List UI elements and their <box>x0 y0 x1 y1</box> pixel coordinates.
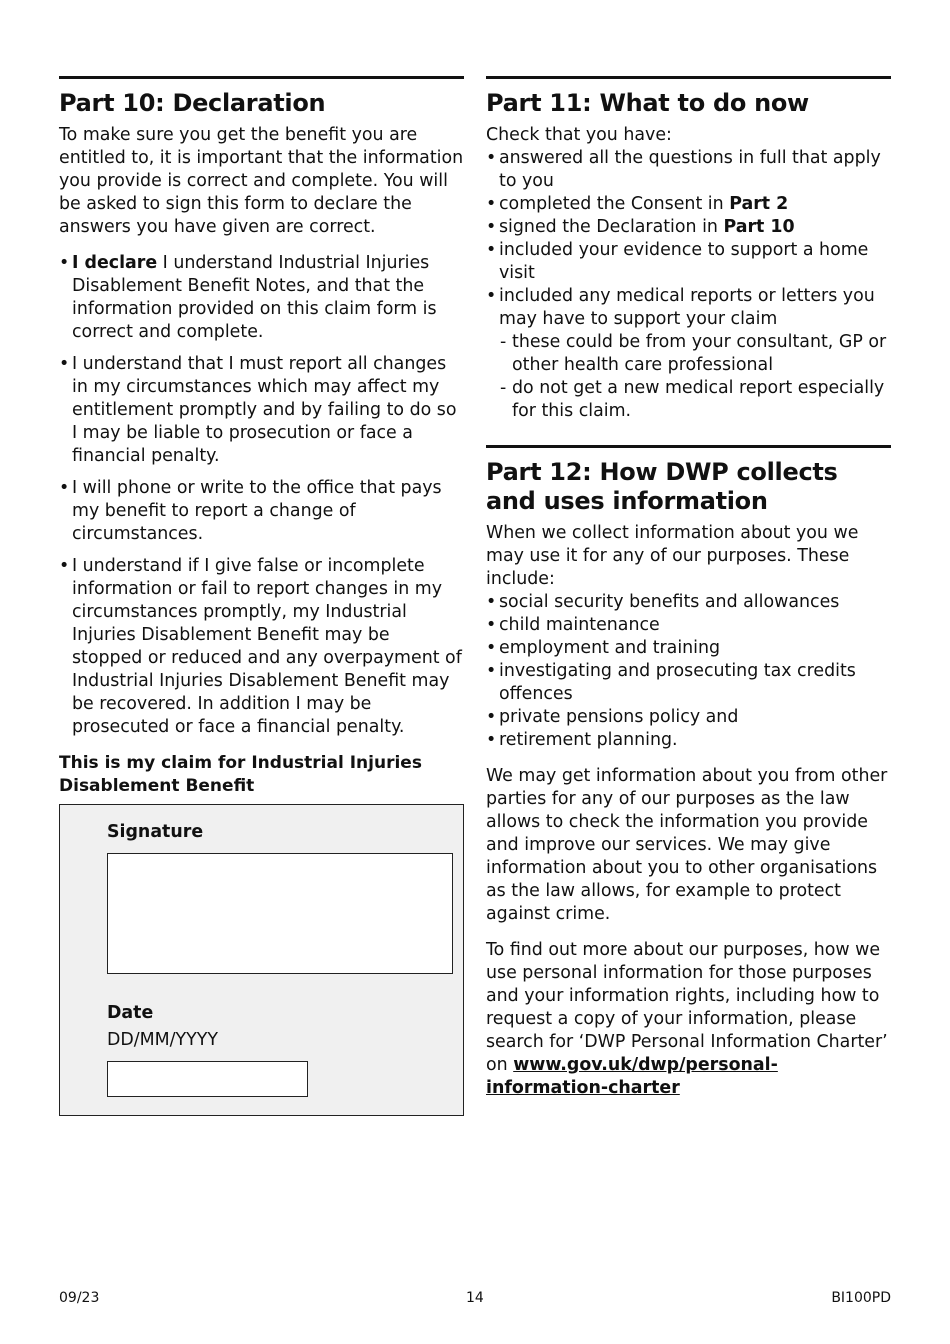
part12-heading: Part 12: How DWP collects and uses information <box>486 458 838 515</box>
part10-intro: To make sure you get the benefit you are entitled to, it is important that the information you provide is correct and complete. You will be asked to sign this form to declare the answers you have given are correct. <box>59 125 464 237</box>
checklist-item: • answered all the questions in full that apply to you <box>486 147 891 193</box>
part11-heading: Part 11: What to do now <box>486 89 809 117</box>
part-reference: Part 10 <box>723 217 795 237</box>
part12-intro: When we collect information about you we may use it for any of our purposes. These include: <box>486 523 859 589</box>
signature-label: Signature <box>107 822 204 842</box>
declaration-bullet <box>59 252 464 344</box>
purpose-item: • retirement planning. <box>486 729 891 752</box>
purpose-item: • child maintenance <box>486 614 891 637</box>
part10-heading: Part 10: Declaration <box>59 89 326 117</box>
charter-link[interactable]: www.gov.uk/dwp/personal-information-charter <box>486 1055 778 1098</box>
declaration-bullet: • I understand if I give false or incomplete information or fail to report changes in my circumstances promptly, my Industrial Injuries Disablement Benefit may be stopped or reduced and any overpayment of Industrial Injuries Disablement Benefit may be recovered. In addition I may be prosecuted or face a financial penalty. <box>59 555 464 739</box>
right-column <box>486 76 891 1100</box>
declaration-bullet: • I understand that I must report all changes in my circumstances which may affect my entitlement promptly and by failing to do so I may be liable to prosecution or face a financial penalty. <box>59 353 464 468</box>
date-label: Date <box>107 1003 154 1023</box>
page-number: 14 <box>466 1290 484 1306</box>
signature-panel <box>59 804 464 1116</box>
date-field[interactable] <box>107 1061 308 1097</box>
checklist-subitem: - these could be from your consultant, GP or other health care professional <box>486 331 891 377</box>
purpose-item: • employment and training <box>486 637 891 660</box>
part12-para3 <box>486 939 891 1100</box>
section-rule <box>486 445 891 448</box>
part12-para2: We may get information about you from other parties for any of our purposes as the law allows to check the information you provide and improve our services. We may give information about you to other organisations as the law allows, for example to protect against crime. <box>486 766 888 924</box>
part11-intro: Check that you have: <box>486 125 672 145</box>
purpose-item: • social security benefits and allowances <box>486 591 891 614</box>
checklist-text: signed the Declaration in <box>499 217 724 237</box>
declare-bold: I declare <box>72 253 158 273</box>
part12-para3-text: To find out more about our purposes, how we use personal information for those purposes and your information rights, including how to request a copy of your information, please search for ‘DWP Personal Information Charter’ on <box>486 940 888 1075</box>
section-rule <box>59 76 464 79</box>
date-format-hint: DD/MM/YYYY <box>107 1030 219 1050</box>
signature-field[interactable] <box>107 853 453 974</box>
checklist-item <box>486 193 891 216</box>
purpose-item: • private pensions policy and <box>486 706 891 729</box>
purpose-item: • investigating and prosecuting tax credits offences <box>486 660 891 706</box>
checklist-subitem: - do not get a new medical report especially for this claim. <box>486 377 891 423</box>
footer-date: 09/23 <box>59 1290 100 1306</box>
checklist-item <box>486 216 891 239</box>
claim-statement: This is my claim for Industrial Injuries Disablement Benefit <box>59 753 422 796</box>
checklist-item: • included your evidence to support a home visit <box>486 239 891 285</box>
declare-text: I understand Industrial Injuries Disablement Benefit Notes, and that the information provided on this claim form is correct and complete. <box>72 253 437 342</box>
part10-section <box>59 76 464 1116</box>
part-reference: Part 2 <box>729 194 789 214</box>
declaration-bullet: • I will phone or write to the office that pays my benefit to report a change of circumstances. <box>59 477 464 546</box>
checklist-item: • included any medical reports or letters you may have to support your claim <box>486 285 891 331</box>
form-code: BI100PD <box>831 1290 891 1306</box>
checklist-text: completed the Consent in <box>499 194 730 214</box>
section-rule <box>486 76 891 79</box>
